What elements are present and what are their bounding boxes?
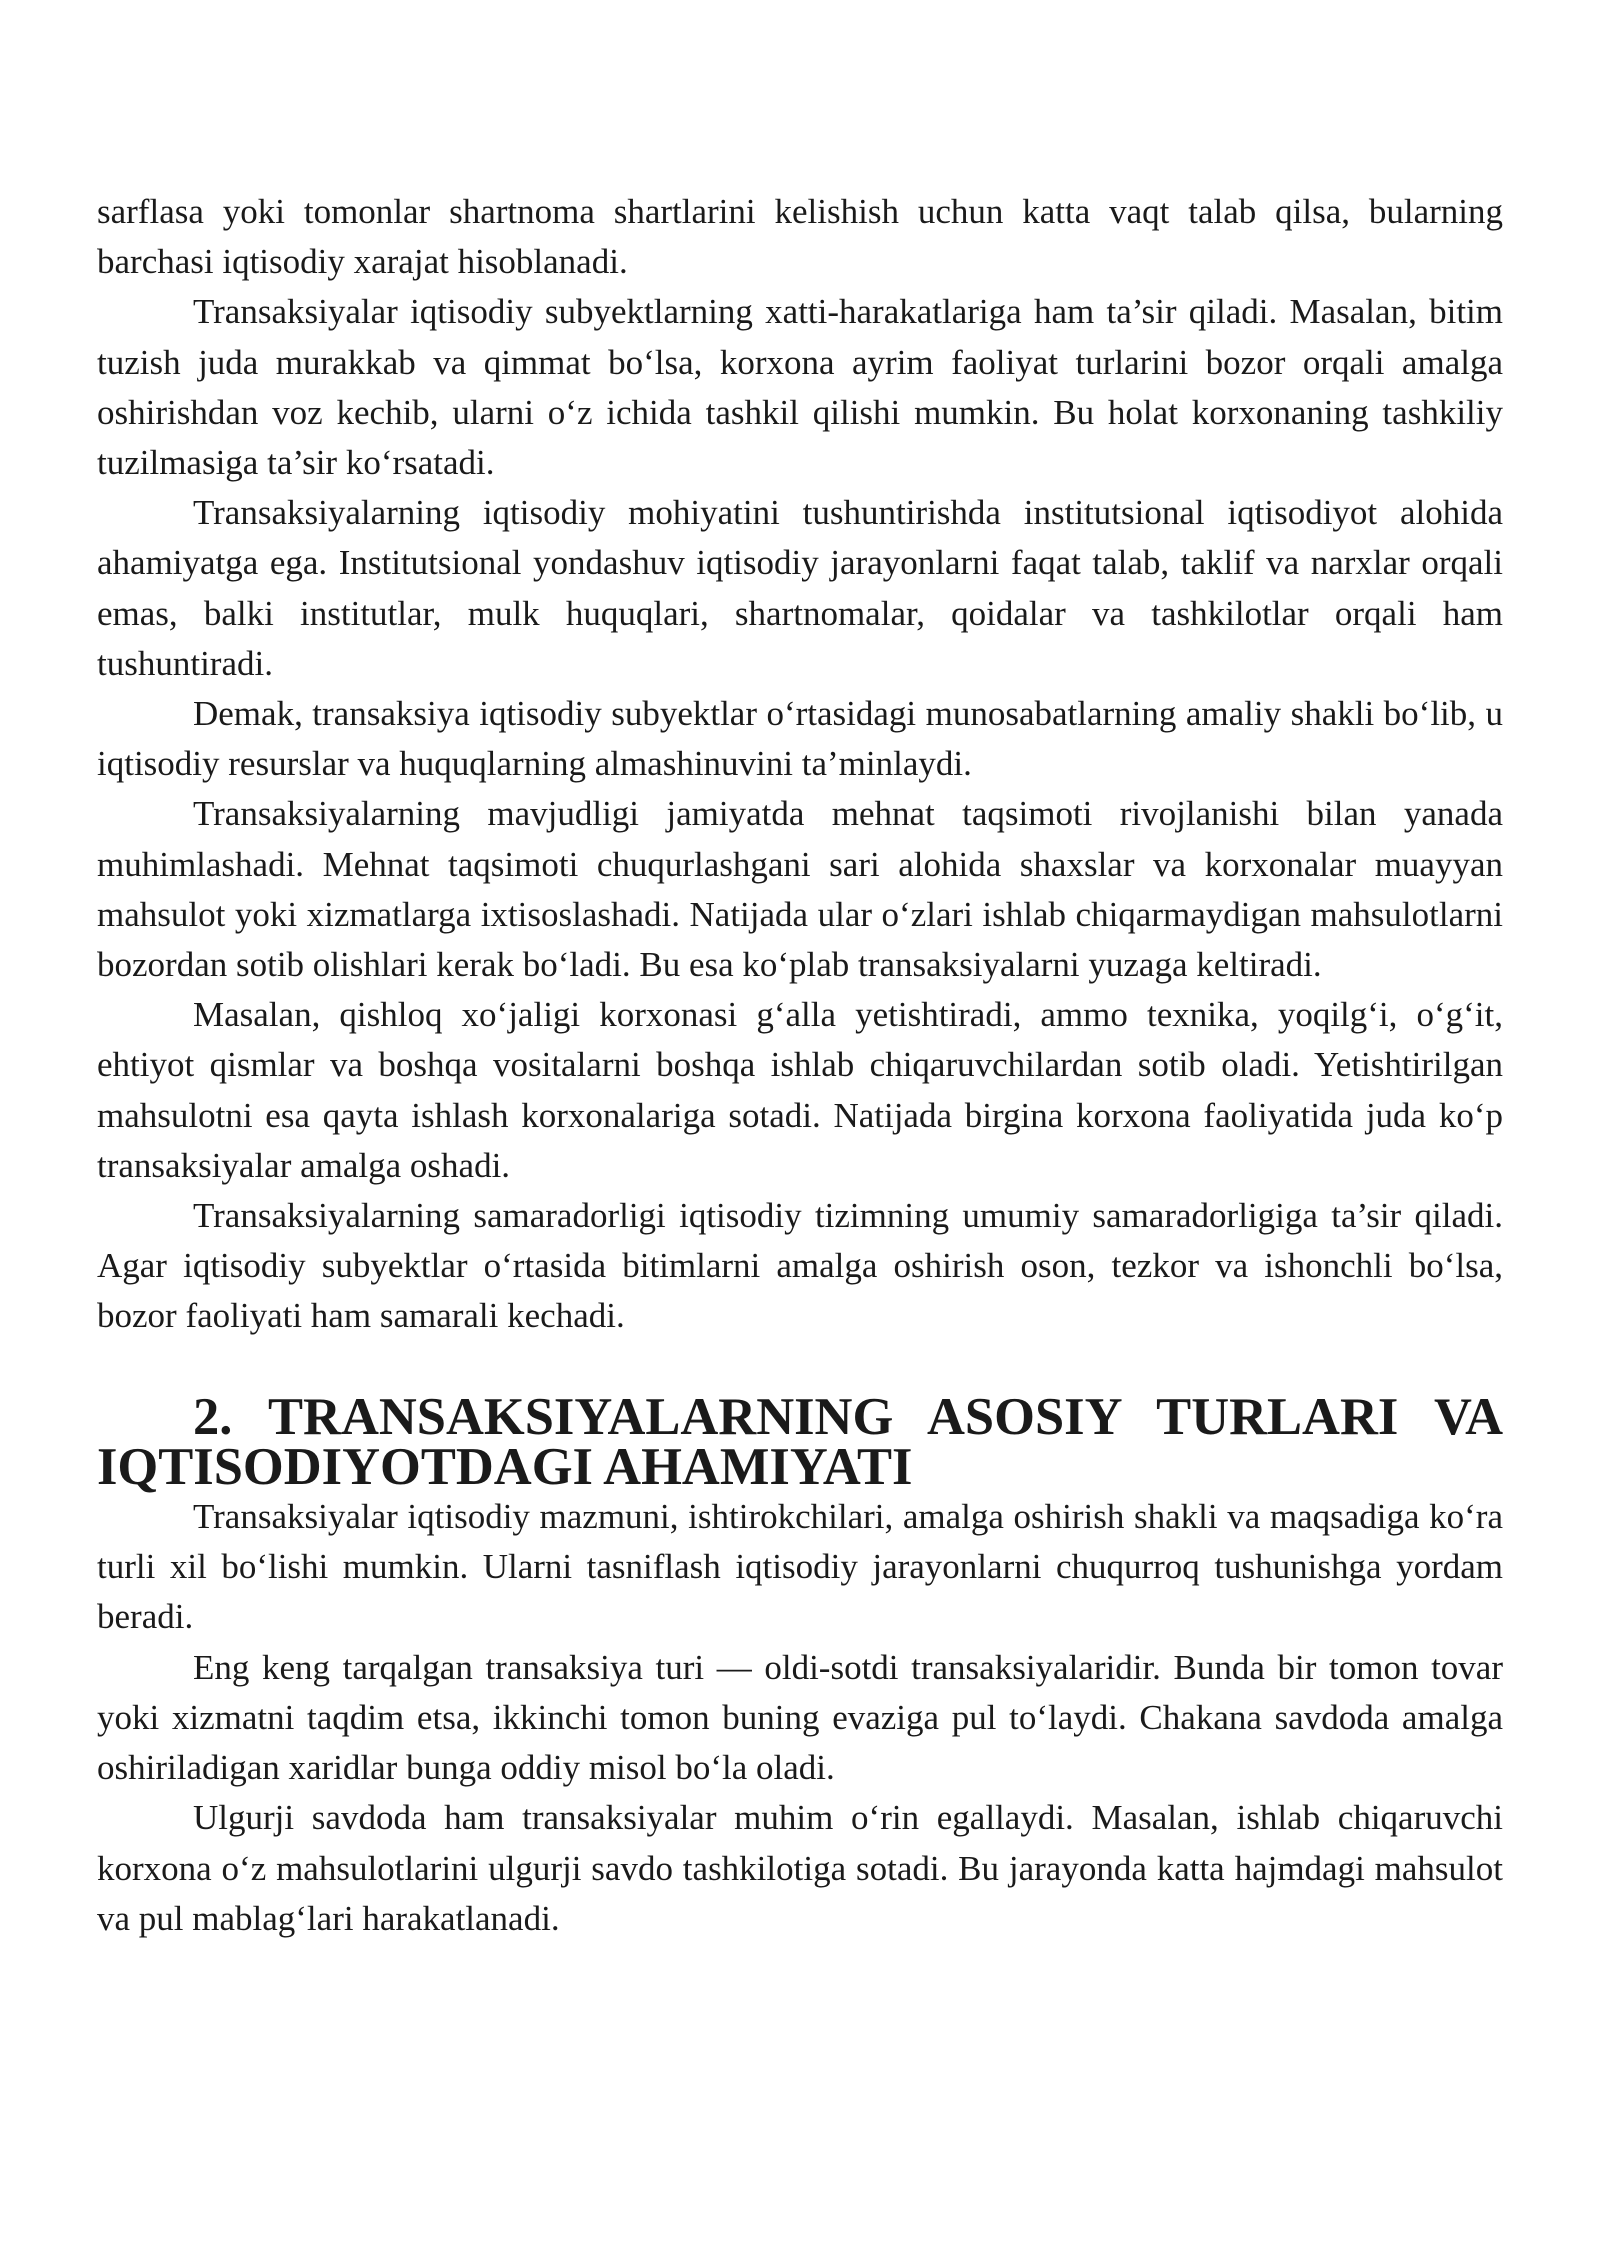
paragraph: Eng keng tarqalgan transaksiya turi — oldi-sotdi transaksiyalaridir. Bunda bir tomon tovar yoki xizmatni taqdim etsa, ikkinchi tomon buning evaziga pul to‘laydi. Chakana savdoda amalga oshiriladigan xaridlar bunga oddiy misol bo‘la oladi.: [97, 1647, 1503, 1788]
paragraph: Masalan, qishloq xo‘jaligi korxonasi g‘alla yetishtiradi, ammo texnika, yoqilg‘i, o‘g‘it, ehtiyot qismlar va boshqa vositalarni boshqa ishlab chiqaruvchilardan sotib oladi. Yetishtirilgan mahsulotni esa qayta ishlash korxonalariga sotadi. Natijada birgina korxona faoliyatida juda ko‘p transaksiyalar amalga oshadi.: [97, 995, 1503, 1185]
paragraph-continuation: sarflasa yoki tomonlar shartnoma shartlarini kelishish uchun katta vaqt talab qilsa, bularning barchasi iqtisodiy xarajat hisoblanadi.: [97, 192, 1503, 282]
paragraph: Transaksiyalarning samaradorligi iqtisodiy tizimning umumiy samaradorligiga ta’sir qiladi. Agar iqtisodiy subyektlar o‘rtasida bitimlarni amalga oshirish oson, tezkor va ishonchli bo‘lsa, bozor faoliyati ham samarali kechadi.: [97, 1196, 1503, 1336]
paragraph: Transaksiyalarning iqtisodiy mohiyatini tushuntirishda institutsional iqtisodiyot alohida ahamiyatga ega. Institutsional yondashuv iqtisodiy jarayonlarni faqat talab, taklif va narxlar orqali emas, balki institutlar, mulk huquqlari, shartnomalar, qoidalar va tashkilotlar orqali ham tushuntiradi.: [97, 493, 1503, 683]
paragraph: Transaksiyalarning mavjudligi jamiyatda mehnat taqsimoti rivojlanishi bilan yanada muhimlashadi. Mehnat taqsimoti chuqurlashgani sari alohida shaxslar va korxonalar muayyan mahsulot yoki xizmatlarga ixtisoslashadi. Natijada ular o‘zlari ishlab chiqarmaydigan mahsulotlarni bozordan sotib olishlari kerak bo‘ladi. Bu esa ko‘plab transaksiyalarni yuzaga keltiradi.: [97, 794, 1503, 985]
paragraph: Ulgurji savdoda ham transaksiyalar muhim o‘rin egallaydi. Masalan, ishlab chiqaruvchi korxona o‘z mahsulotlarini ulgurji savdo tashkilotiga sotadi. Bu jarayonda katta hajmdagi mahsulot va pul mablag‘lari harakatlanadi.: [97, 1798, 1503, 1938]
paragraph: Transaksiyalar iqtisodiy subyektlarning xatti-harakatlariga ham ta’sir qiladi. Masalan, bitim tuzish juda murakkab va qimmat bo‘lsa, korxona ayrim faoliyat turlarini bozor orqali amalga oshirishdan voz kechib, ularni o‘z ichida tashkil qilishi mumkin. Bu holat korxonaning tashkiliy tuzilmasiga ta’sir ko‘rsatadi.: [97, 292, 1503, 483]
document-page: [97, 187, 1503, 1944]
paragraph: Transaksiyalar iqtisodiy mazmuni, ishtirokchilari, amalga oshirish shakli va maqsadiga ko‘ra turli xil bo‘lishi mumkin. Ularni tasniflash iqtisodiy jarayonlarni chuqurroq tushunishga yordam beradi.: [97, 1497, 1503, 1637]
paragraph: Demak, transaksiya iqtisodiy subyektlar o‘rtasidagi munosabatlarning amaliy shakli bo‘lib, u iqtisodiy resurslar va huquqlarning almashinuvini ta’minlaydi.: [97, 694, 1503, 784]
section-heading: 2. TRANSAKSIYALARNING ASOSIY TURLARI VA IQTISODIYOTDAGI AHAMIYATI: [97, 1387, 1503, 1496]
